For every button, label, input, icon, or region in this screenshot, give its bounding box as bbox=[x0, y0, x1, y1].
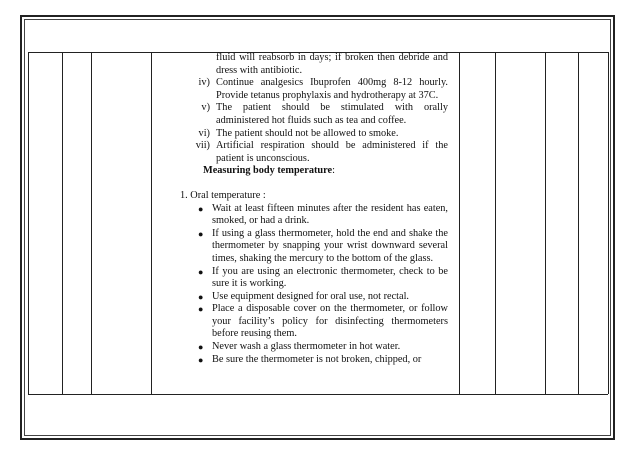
bullet-item bbox=[168, 354, 448, 367]
bullet-item bbox=[168, 341, 448, 354]
bullet-icon: ● bbox=[198, 291, 204, 302]
bullet-text: Use equipment designed for oral use, not rectal. bbox=[212, 290, 410, 302]
table-column-line bbox=[578, 52, 579, 394]
bullet-item bbox=[168, 291, 448, 304]
table-column-line bbox=[495, 52, 496, 394]
table-bottom-rule bbox=[28, 394, 608, 395]
bullet-text: If you are using an electronic thermometer, check to be sure it is working. bbox=[212, 265, 448, 290]
list-item bbox=[168, 128, 448, 141]
bullet-text: Place a disposable cover on the thermometer, or follow your facility’s policy for disinfecting thermometers before reusing them. bbox=[212, 303, 448, 340]
item-text: Continue analgesics Ibuprofen 400mg 8-12 hourly. Provide tetanus prophylaxis and hydrotherapy at 37C. bbox=[216, 77, 448, 101]
bullet-item bbox=[168, 266, 448, 291]
bullet-item bbox=[168, 228, 448, 266]
item-text: Artificial respiration should be administered if the patient is unconscious. bbox=[216, 140, 448, 164]
table-column-line bbox=[91, 52, 92, 394]
subsection-heading: 1. Oral temperature : bbox=[180, 189, 266, 201]
table-column-line bbox=[608, 52, 609, 394]
bullet-icon: ● bbox=[198, 266, 204, 277]
bullet-icon: ● bbox=[198, 354, 204, 365]
section-heading bbox=[168, 165, 448, 178]
bullet-text: Wait at least fifteen minutes after the resident has eaten, smoked, or had a drink. bbox=[212, 202, 448, 227]
table-column-line bbox=[62, 52, 63, 394]
table-column-line bbox=[459, 52, 460, 394]
item-text: The patient should not be allowed to smoke. bbox=[216, 127, 399, 139]
bullet-text: Never wash a glass thermometer in hot water. bbox=[212, 341, 401, 353]
table-column-line bbox=[151, 52, 152, 394]
item-number: v) bbox=[201, 102, 210, 114]
bullet-text: If using a glass thermometer, hold the end and shake the thermometer by snapping your wrist downward several times, shaking the mercury to the bottom of the glass. bbox=[212, 227, 448, 264]
bullet-item bbox=[168, 203, 448, 228]
bullet-icon: ● bbox=[198, 304, 204, 315]
item-text: The patient should be stimulated with orally administered hot fluids such as tea and coffee. bbox=[216, 102, 448, 126]
list-item bbox=[168, 140, 448, 165]
table-column-line bbox=[28, 52, 29, 394]
list-item bbox=[168, 77, 448, 102]
continuation-text: fluid will reabsorb in days; if broken then debride and dress with antibiotic. bbox=[216, 52, 448, 76]
table-column-line bbox=[545, 52, 546, 394]
bullet-icon: ● bbox=[198, 342, 204, 353]
list-item bbox=[168, 102, 448, 127]
item-number: vi) bbox=[198, 127, 210, 139]
section-heading-text: Measuring body temperature bbox=[203, 165, 333, 177]
procedure-content bbox=[168, 52, 448, 366]
bullet-icon: ● bbox=[198, 203, 204, 214]
item-number: iv) bbox=[198, 77, 210, 89]
heading-suffix: : bbox=[332, 165, 335, 177]
item-number: vii) bbox=[195, 140, 210, 152]
bullet-text: Be sure the thermometer is not broken, chipped, or bbox=[212, 353, 422, 365]
bullet-icon: ● bbox=[198, 228, 204, 239]
bullet-item bbox=[168, 303, 448, 341]
